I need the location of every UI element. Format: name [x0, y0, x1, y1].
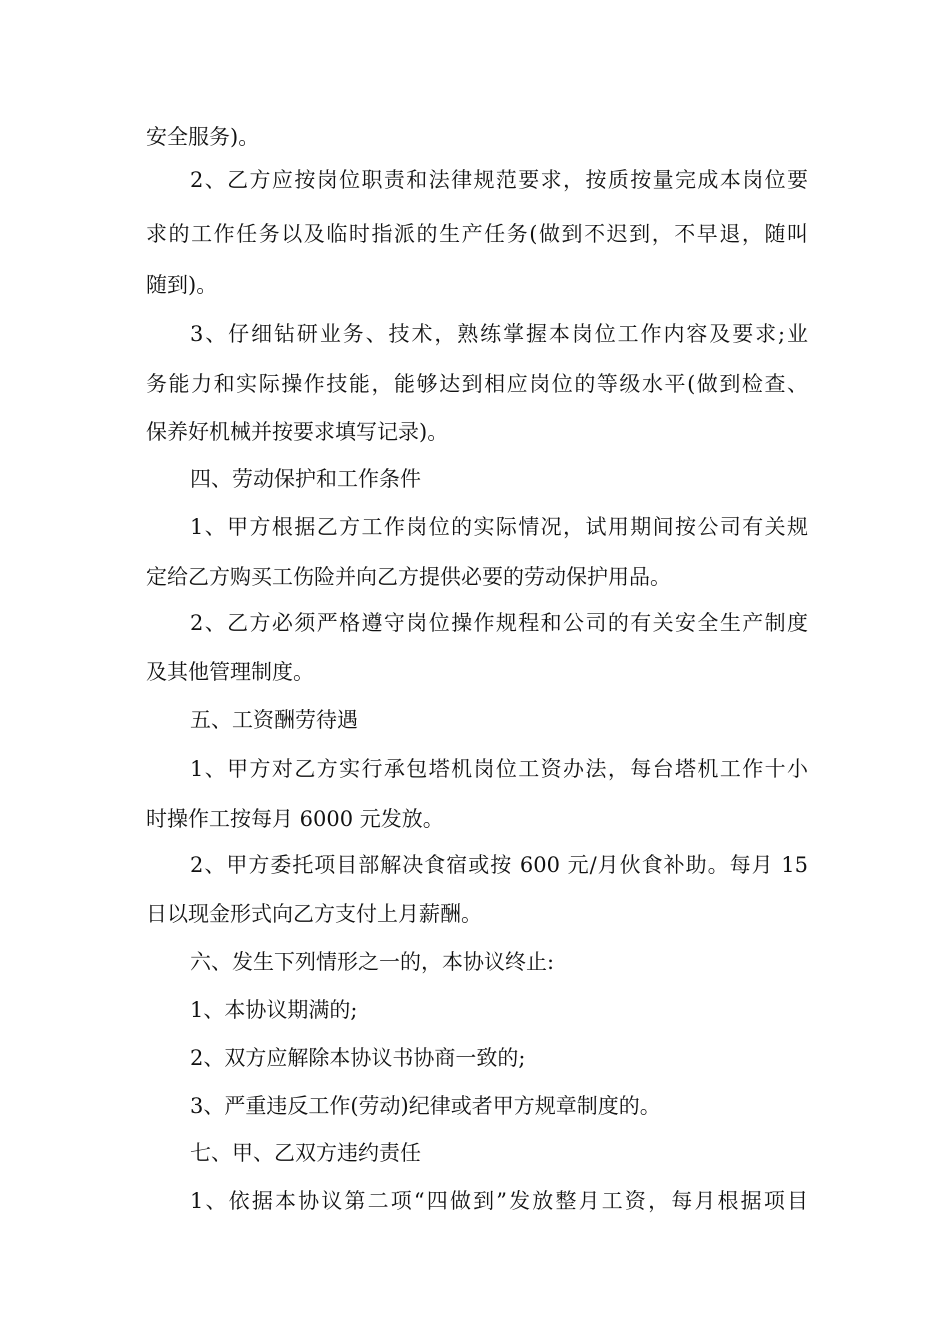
section-heading: 四、劳动保护和工作条件: [190, 467, 421, 491]
paragraph-line: 求的工作任务以及临时指派的生产任务(做到不迟到，不早退，随叫: [146, 222, 808, 246]
paragraph-line: 随到)。: [146, 273, 218, 297]
paragraph-line: 及其他管理制度。: [146, 660, 314, 684]
paragraph-line: 1、依据本协议第二项“四做到”发放整月工资，每月根据项目: [190, 1189, 808, 1213]
paragraph-line: 2、乙方应按岗位职责和法律规范要求，按质按量完成本岗位要: [190, 168, 808, 192]
paragraph-line: 2、甲方委托项目部解决食宿或按 600 元/月伙食补助。每月 15: [190, 853, 808, 877]
section-heading: 五、工资酬劳待遇: [190, 708, 358, 732]
section-heading: 七、甲、乙双方违约责任: [190, 1141, 421, 1165]
paragraph-line: 安全服务)。: [146, 125, 260, 149]
paragraph-line: 日以现金形式向乙方支付上月薪酬。: [146, 902, 482, 926]
list-item: 1、本协议期满的;: [190, 998, 358, 1022]
paragraph-line: 时操作工按每月 6000 元发放。: [146, 807, 444, 831]
paragraph-line: 2、乙方必须严格遵守岗位操作规程和公司的有关安全生产制度: [190, 611, 808, 635]
paragraph-line: 1、甲方对乙方实行承包塔机岗位工资办法，每台塔机工作十小: [190, 757, 808, 781]
paragraph-line: 定给乙方购买工伤险并向乙方提供必要的劳动保护用品。: [146, 565, 671, 589]
paragraph-line: 1、甲方根据乙方工作岗位的实际情况，试用期间按公司有关规: [190, 515, 808, 539]
list-item: 3、严重违反工作(劳动)纪律或者甲方规章制度的。: [190, 1094, 661, 1118]
section-heading: 六、发生下列情形之一的，本协议终止:: [190, 950, 555, 974]
paragraph-line: 保养好机械并按要求填写记录)。: [146, 420, 449, 444]
list-item: 2、双方应解除本协议书协商一致的;: [190, 1046, 526, 1070]
paragraph-line: 3、仔细钻研业务、技术，熟练掌握本岗位工作内容及要求;业: [190, 322, 808, 346]
paragraph-line: 务能力和实际操作技能，能够达到相应岗位的等级水平(做到检查、: [146, 372, 808, 396]
